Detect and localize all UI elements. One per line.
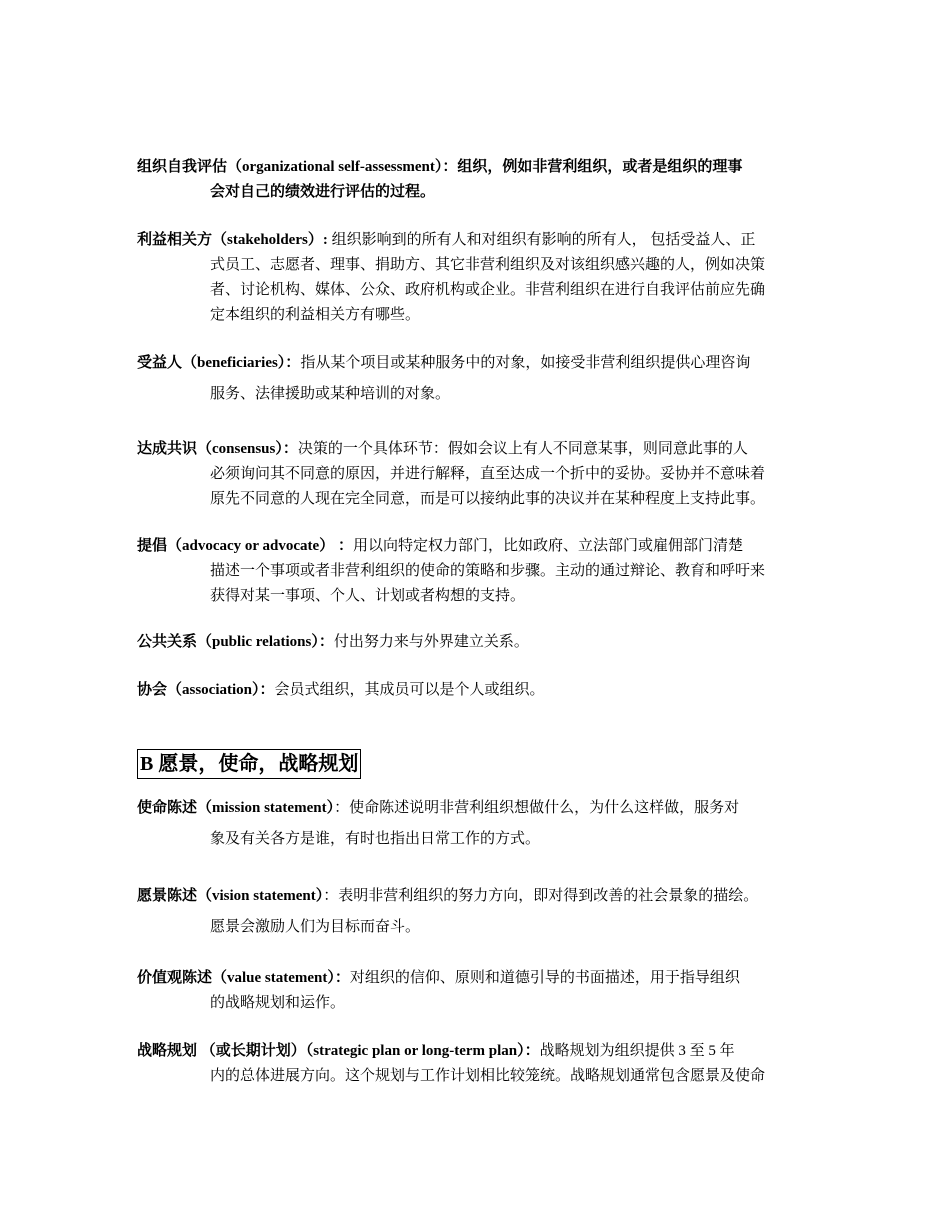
glossary-entry-strategic-plan [137, 1039, 817, 1089]
definition-line: 会对自己的绩效进行评估的过程。 [210, 184, 436, 200]
definition-line: 付出努力来与外界建立关系。 [333, 634, 529, 650]
term-stakeholders: 利益相关方（stakeholders）: [137, 232, 328, 248]
definition-line: 原先不同意的人现在完全同意，而是可以接纳此事的决议并在某种程度上支持此事。 [210, 491, 766, 507]
definition-line: 用以向特定权力部门，比如政府、立法部门或雇佣部门清楚 [352, 538, 743, 554]
glossary-entry-public-relations [137, 630, 817, 655]
section-b-heading: B 愿景，使命，战略规划 [137, 749, 361, 779]
definition-line: 必须询问其不同意的原因，并进行解释，直至达成一个折中的妥协。妥协并不意味着 [210, 466, 766, 482]
definition-line: 对组织的信仰、原则和道德引导的书面描述，用于指导组织 [349, 970, 740, 986]
definition-line: 定本组织的利益相关方有哪些。 [210, 307, 421, 323]
definition-line: 获得对某一事项、个人、计划或者构想的支持。 [210, 588, 526, 604]
definition-line: ：表明非营利组织的努力方向，即对得到改善的社会景象的描绘。 [323, 888, 759, 904]
glossary-entry-stakeholders [137, 228, 817, 328]
term-self-assessment: 组织自我评估（organizational self-assessment）： [137, 159, 458, 175]
term-strategic-plan: 战略规划 （或长期计划）（strategic plan or long-term plan）： [137, 1043, 540, 1059]
glossary-entry-vision-statement [137, 881, 817, 943]
definition-line: 决策的一个具体环节：假如会议上有人不同意某事，则同意此事的人 [297, 441, 748, 457]
glossary-entry-consensus [137, 437, 817, 512]
definition-line: 组织影响到的所有人和对组织有影响的所有人， 包括受益人、正 [327, 232, 756, 248]
definition-line: 式员工、志愿者、理事、捐助方、其它非营利组织及对该组织感兴趣的人，例如决策 [210, 257, 766, 273]
definition-line: 内的总体进展方向。这个规划与工作计划相比较笼统。战略规划通常包含愿景及使命 [210, 1068, 766, 1084]
glossary-entry-self-assessment [137, 155, 817, 205]
glossary-entry-association [137, 678, 817, 703]
definition-line: 者、讨论机构、媒体、公众、政府机构或企业。非营利组织在进行自我评估前应先确 [210, 282, 766, 298]
term-association: 协会（association）： [137, 682, 275, 698]
term-vision-statement: 愿景陈述（vision statement） [137, 888, 324, 904]
term-mission-statement: 使命陈述（mission statement） [137, 800, 335, 816]
definition-line: 组织，例如非营利组织，或者是组织的理事 [457, 159, 743, 175]
definition-line: 指从某个项目或某种服务中的对象，如接受非营利组织提供心理咨询 [300, 355, 751, 371]
glossary-entry-beneficiaries [137, 348, 817, 410]
term-beneficiaries: 受益人（beneficiaries）： [137, 355, 301, 371]
definition-line: 的战略规划和运作。 [210, 995, 346, 1011]
definition-line: 象及有关各方是谁，有时也指出日常工作的方式。 [210, 831, 541, 847]
term-value-statement: 价值观陈述（value statement）： [137, 970, 350, 986]
glossary-entry-value-statement [137, 966, 817, 1016]
definition-line: 服务、法律援助或某种培训的对象。 [210, 386, 451, 402]
definition-line: 战略规划为组织提供 3 至 5 年 [539, 1043, 735, 1059]
term-consensus: 达成共识（consensus）： [137, 441, 298, 457]
definition-line: 描述一个事项或者非营利组织的使命的策略和步骤。主动的通过辩论、教育和呼吁来 [210, 563, 766, 579]
definition-line: 会员式组织，其成员可以是个人或组织。 [274, 682, 545, 698]
term-public-relations: 公共关系（public relations）： [137, 634, 334, 650]
glossary-entry-mission-statement [137, 793, 817, 855]
definition-line: ：使命陈述说明非营利组织想做什么，为什么这样做，服务对 [334, 800, 740, 816]
term-advocacy: 提倡（advocacy or advocate） ： [137, 538, 353, 554]
definition-line: 愿景会激励人们为目标而奋斗。 [210, 919, 421, 935]
glossary-entry-advocacy [137, 534, 817, 609]
